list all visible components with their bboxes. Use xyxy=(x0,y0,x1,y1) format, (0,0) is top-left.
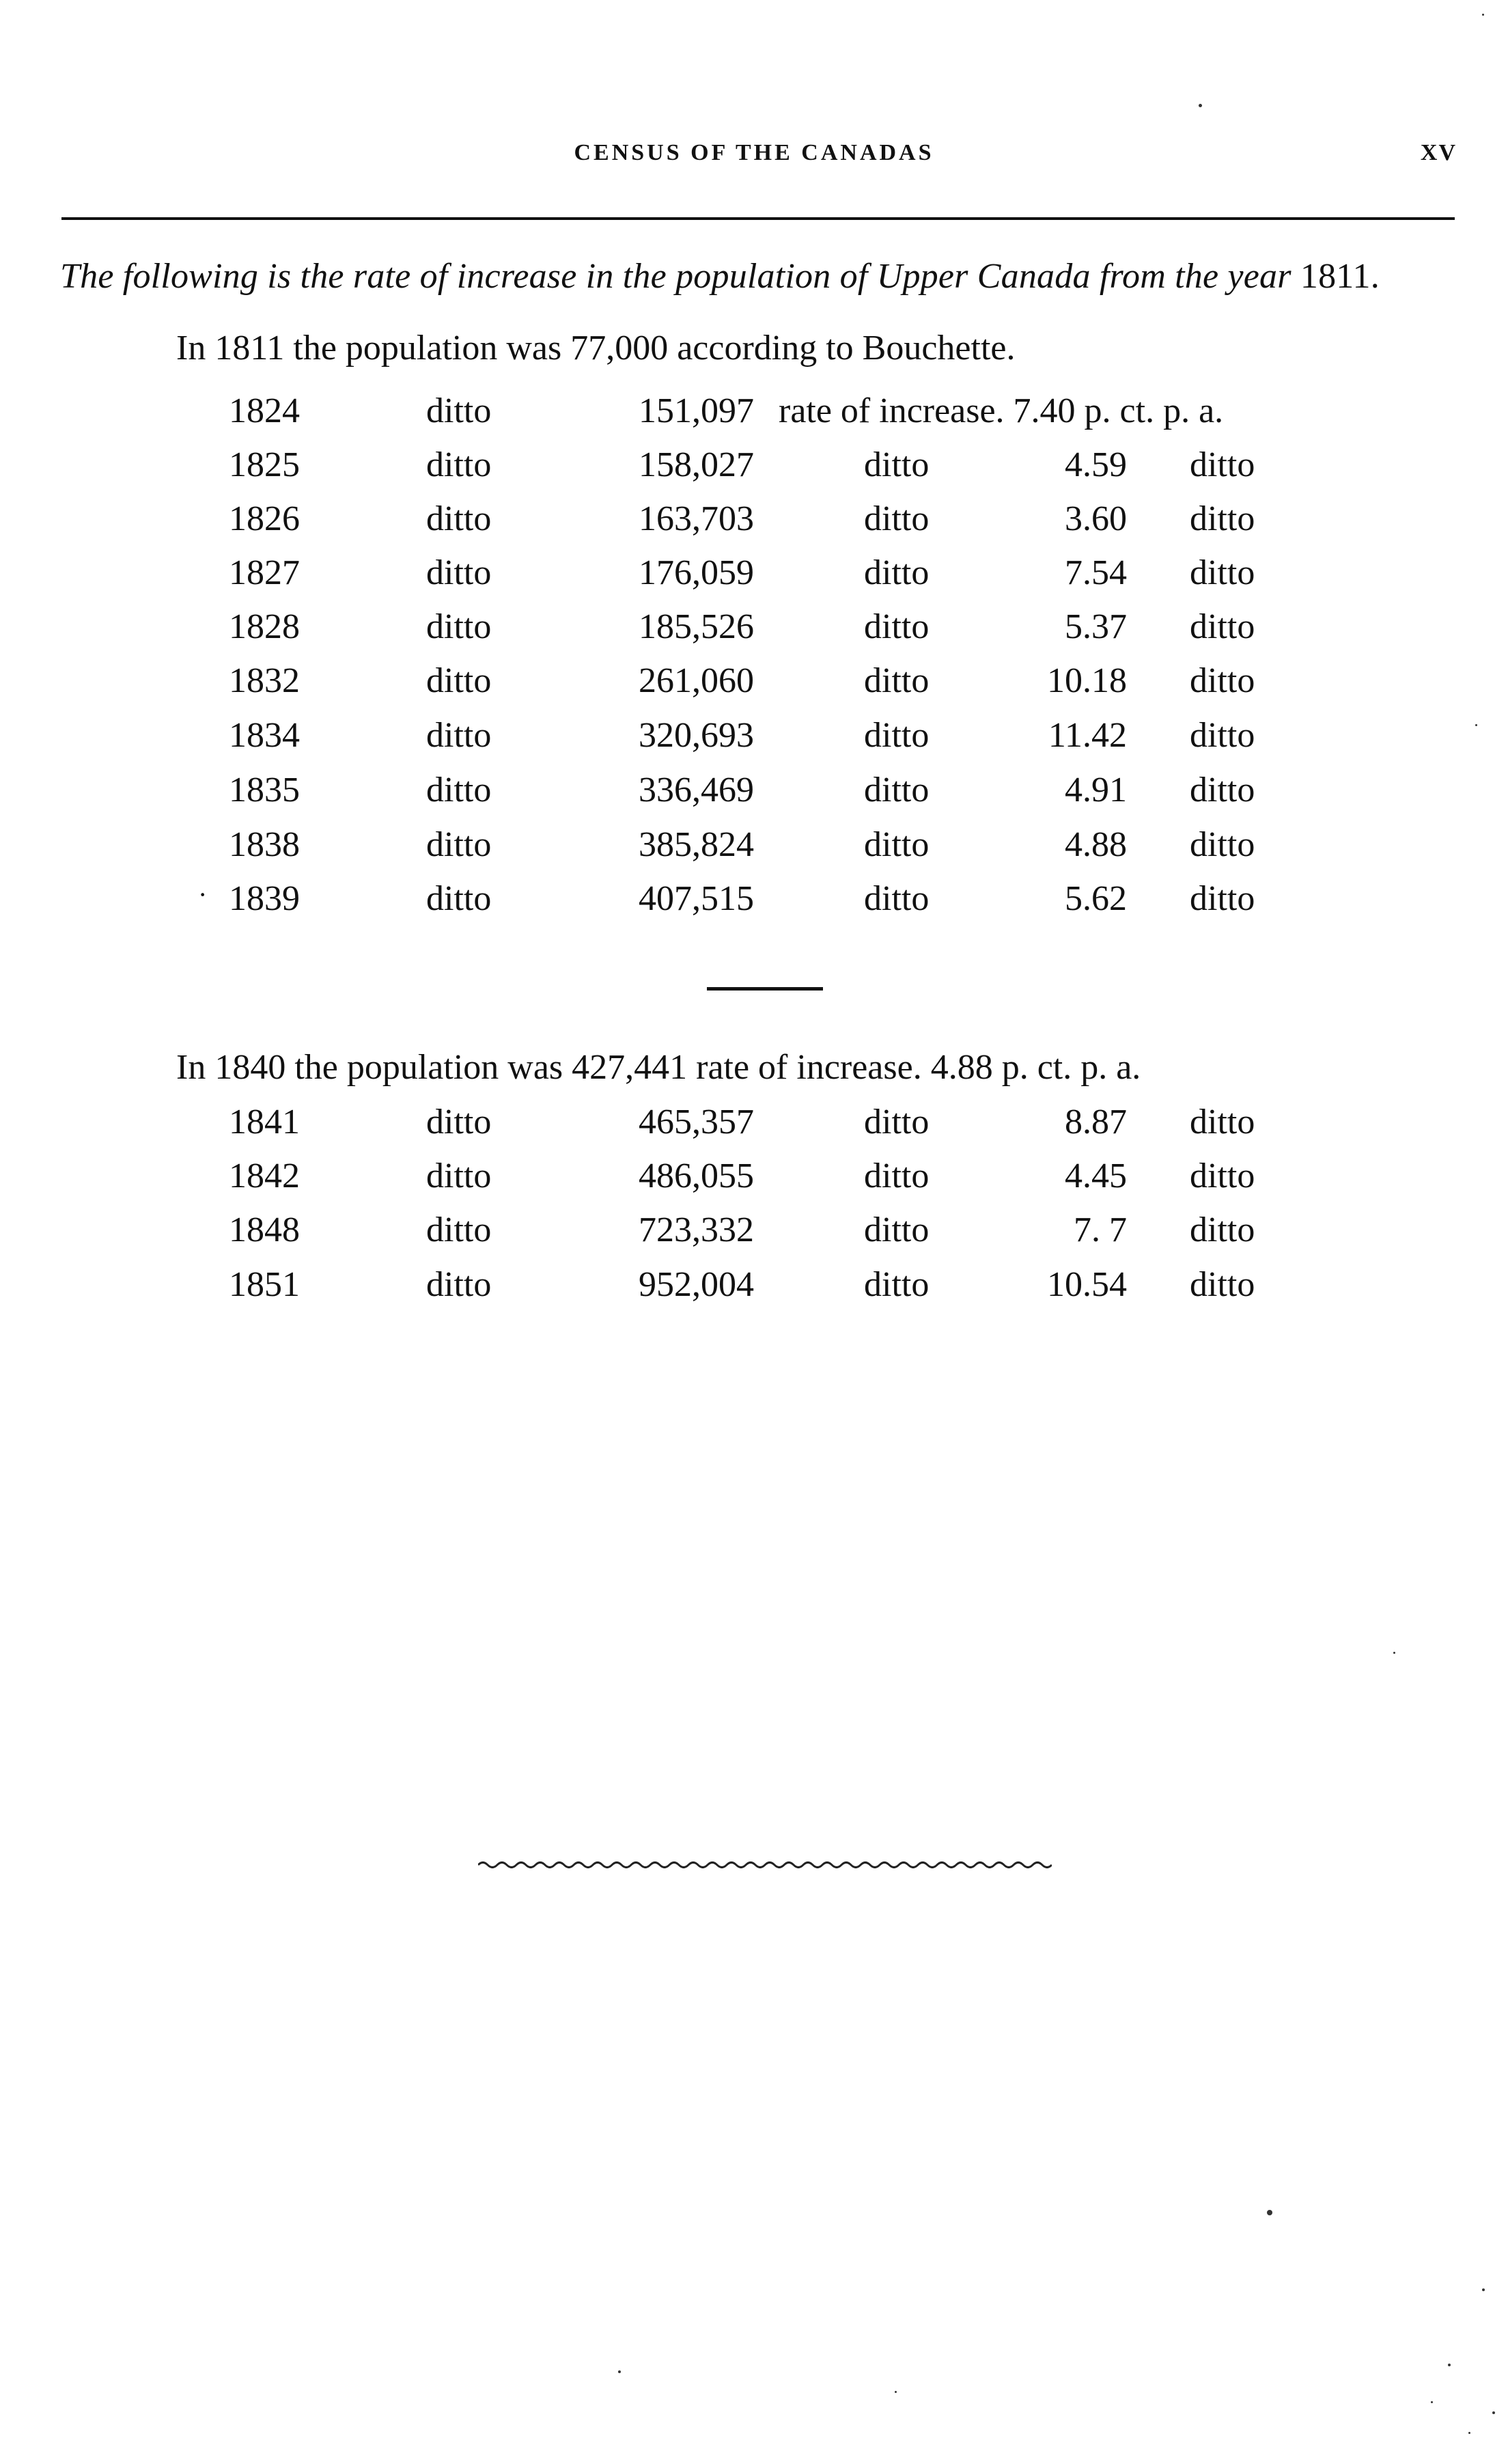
row-rate: 3.60 xyxy=(1065,499,1127,538)
row-year: 1842 xyxy=(229,1157,300,1195)
row-ditto-2: ditto xyxy=(864,607,930,646)
table-row xyxy=(0,1156,1366,1204)
row-ditto: ditto xyxy=(426,553,492,592)
intro-text: The following is the rate of increase in the population of Upper Canada from the year xyxy=(60,257,1291,296)
row-ditto-3: ditto xyxy=(1190,553,1255,592)
row-ditto-2: ditto xyxy=(864,1103,930,1141)
row-population: 336,469 xyxy=(639,771,754,809)
scan-speck xyxy=(618,2370,621,2373)
row-ditto-2: ditto xyxy=(864,1157,930,1195)
row-ditto: ditto xyxy=(426,1103,492,1141)
row-rate-text: rate of increase. 7.40 p. ct. p. a. xyxy=(779,391,1224,430)
row-population: 185,526 xyxy=(639,607,754,646)
running-title: CENSUS OF THE CANADAS xyxy=(574,140,934,165)
row-population: 486,055 xyxy=(639,1157,754,1195)
row-ditto: ditto xyxy=(426,771,492,809)
row-rate: 7.54 xyxy=(1065,553,1127,592)
scan-speck xyxy=(1482,2288,1485,2291)
row-population: 723,332 xyxy=(639,1210,754,1249)
row-population: 952,004 xyxy=(639,1265,754,1304)
header-rule xyxy=(61,217,1455,220)
table-row xyxy=(0,661,1366,708)
row-rate: 4.59 xyxy=(1065,445,1127,484)
table-row xyxy=(0,499,1366,546)
table-row xyxy=(0,1102,1366,1150)
row-ditto: ditto xyxy=(426,1210,492,1249)
scan-speck xyxy=(895,2391,897,2393)
row-ditto-3: ditto xyxy=(1190,1103,1255,1141)
row-year: 1832 xyxy=(229,661,300,700)
row-rate: 4.88 xyxy=(1065,825,1127,864)
scan-speck xyxy=(1199,104,1202,107)
second-population-line: In 1840 the population was 427,441 rate of increase. 4.88 p. ct. p. a. xyxy=(176,1048,1141,1087)
row-ditto-2: ditto xyxy=(864,499,930,538)
row-ditto: ditto xyxy=(426,607,492,646)
intro-sentence xyxy=(60,256,1380,296)
row-year: 1841 xyxy=(229,1103,300,1141)
scan-speck xyxy=(1475,724,1477,726)
scan-speck xyxy=(1468,2432,1470,2434)
row-ditto-3: ditto xyxy=(1190,1157,1255,1195)
row-population: 385,824 xyxy=(639,825,754,864)
row-year: 1826 xyxy=(229,499,300,538)
row-year: 1825 xyxy=(229,445,300,484)
decorative-wavy-rule xyxy=(478,1855,1052,1875)
row-ditto: ditto xyxy=(426,879,492,918)
row-ditto-3: ditto xyxy=(1190,445,1255,484)
row-ditto-2: ditto xyxy=(864,879,930,918)
row-population: 176,059 xyxy=(639,553,754,592)
row-rate: 5.37 xyxy=(1065,607,1127,646)
row-ditto-3: ditto xyxy=(1190,1210,1255,1249)
table-row xyxy=(0,715,1366,763)
table-row xyxy=(0,770,1366,818)
row-year: 1851 xyxy=(229,1265,300,1304)
row-rate: 4.45 xyxy=(1065,1157,1127,1195)
row-ditto: ditto xyxy=(426,445,492,484)
row-population: 407,515 xyxy=(639,879,754,918)
row-ditto-2: ditto xyxy=(864,1210,930,1249)
scan-speck xyxy=(1267,2210,1272,2215)
row-population: 261,060 xyxy=(639,661,754,700)
row-ditto-2: ditto xyxy=(864,771,930,809)
row-year: 1838 xyxy=(229,825,300,864)
page-number: XV xyxy=(1420,140,1457,165)
row-rate: 4.91 xyxy=(1065,771,1127,809)
row-ditto-2: ditto xyxy=(864,716,930,755)
row-ditto: ditto xyxy=(426,391,492,430)
row-ditto-3: ditto xyxy=(1190,825,1255,864)
row-rate: 7. 7 xyxy=(1074,1210,1127,1249)
row-year: 1824 xyxy=(229,391,300,430)
row-ditto: ditto xyxy=(426,716,492,755)
table-row xyxy=(0,1264,1366,1312)
row-ditto-3: ditto xyxy=(1190,879,1255,918)
row-ditto-2: ditto xyxy=(864,553,930,592)
row-rate: 10.54 xyxy=(1047,1265,1127,1304)
row-year: 1848 xyxy=(229,1210,300,1249)
scan-speck xyxy=(1448,2364,1451,2366)
row-ditto-3: ditto xyxy=(1190,499,1255,538)
row-ditto-3: ditto xyxy=(1190,771,1255,809)
row-ditto: ditto xyxy=(426,825,492,864)
row-ditto: ditto xyxy=(426,499,492,538)
row-rate: 10.18 xyxy=(1047,661,1127,700)
margin-dot: · xyxy=(198,879,208,910)
row-ditto-2: ditto xyxy=(864,1265,930,1304)
row-ditto: ditto xyxy=(426,661,492,700)
row-ditto: ditto xyxy=(426,1157,492,1195)
row-ditto-3: ditto xyxy=(1190,1265,1255,1304)
section-divider xyxy=(707,987,823,991)
row-ditto-2: ditto xyxy=(864,825,930,864)
first-population-line: In 1811 the population was 77,000 according to Bouchette. xyxy=(176,329,1016,368)
row-population: 320,693 xyxy=(639,716,754,755)
row-year: 1827 xyxy=(229,553,300,592)
row-ditto-3: ditto xyxy=(1190,607,1255,646)
row-population: 465,357 xyxy=(639,1103,754,1141)
row-rate: 5.62 xyxy=(1065,879,1127,918)
row-population: 158,027 xyxy=(639,445,754,484)
row-population: 163,703 xyxy=(639,499,754,538)
scan-speck xyxy=(1393,1652,1395,1654)
row-ditto-3: ditto xyxy=(1190,661,1255,700)
row-ditto-2: ditto xyxy=(864,661,930,700)
scan-speck xyxy=(1431,2401,1433,2403)
row-population: 151,097 xyxy=(639,391,754,430)
row-year: 1835 xyxy=(229,771,300,809)
row-rate: 8.87 xyxy=(1065,1103,1127,1141)
row-year: 1839 xyxy=(229,879,300,918)
table-row xyxy=(0,445,1366,493)
row-rate: 11.42 xyxy=(1048,716,1127,755)
table-row xyxy=(0,1210,1366,1258)
row-ditto-3: ditto xyxy=(1190,716,1255,755)
running-head xyxy=(0,140,1508,181)
table-row xyxy=(0,825,1366,872)
row-ditto-2: ditto xyxy=(864,445,930,484)
table-row xyxy=(0,607,1366,654)
scan-speck xyxy=(1482,14,1484,16)
row-ditto: ditto xyxy=(426,1265,492,1304)
table-row xyxy=(0,391,1366,439)
scan-speck xyxy=(1492,2411,1495,2414)
intro-year: 1811. xyxy=(1300,257,1380,296)
table-row xyxy=(0,878,1366,926)
row-year: 1828 xyxy=(229,607,300,646)
table-row xyxy=(0,553,1366,600)
row-year: 1834 xyxy=(229,716,300,755)
